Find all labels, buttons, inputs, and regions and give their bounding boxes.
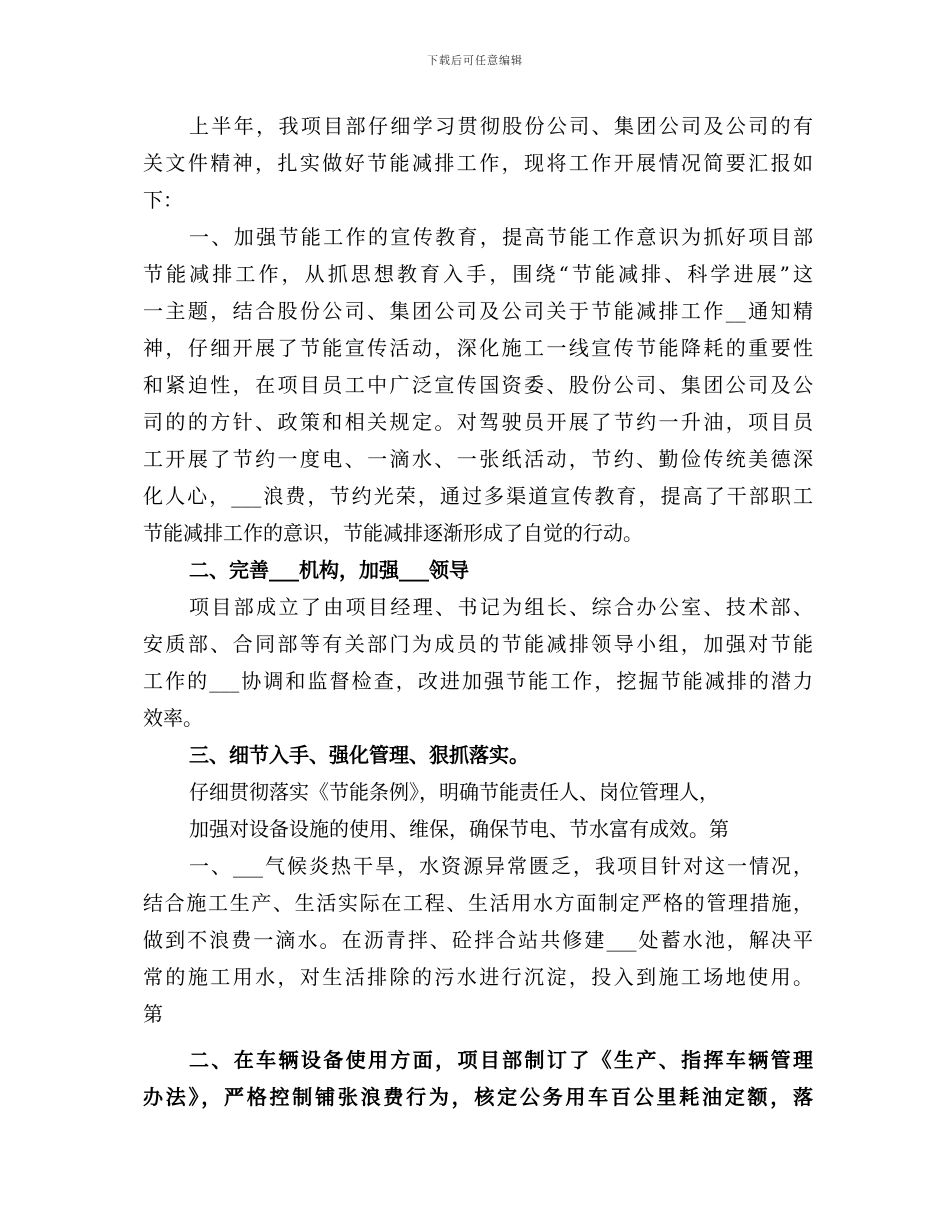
paragraph-line: 神，仔细开展了节能宣传活动，深化施工一线宣传节能降耗的重要性 — [143, 336, 813, 360]
paragraph-line: 第 — [143, 1002, 163, 1026]
section-2-sub-heading-line: 办法》，严格控制铺张浪费行为，核定公务用车百公里耗油定额，落 — [143, 1085, 813, 1109]
paragraph-line: 上半年，我项目部仔细学习贯彻股份公司、集团公司及公司的有 — [189, 114, 813, 138]
paragraph-line: 常的施工用水，对生活排除的污水进行沉淀，投入到施工场地使用。 — [143, 965, 813, 989]
paragraph-line: 化人心，___浪费，节约光荣，通过多渠道宣传教育，提高了干部职工 — [143, 484, 813, 508]
document-body — [143, 108, 813, 1116]
paragraph-line: 下： — [143, 188, 183, 212]
paragraph-line: 加强对设备设施的使用、维保，确保节电、节水富有成效。第 — [189, 817, 729, 841]
section-3-heading: 三、细节入手、强化管理、狠抓落实。 — [189, 743, 529, 767]
paragraph-line: 一、___气候炎热干旱，水资源异常匮乏，我项目针对这一情况， — [189, 854, 813, 878]
paragraph-line: 工开展了节约一度电、一滴水、一张纸活动，节约、勤俭传统美德深 — [143, 447, 813, 471]
section-1-heading-line: 一、加强节能工作的宣传教育，提高节能工作意识为抓好项目部 — [189, 225, 813, 249]
section-2-heading: 二、完善___机构，加强___领导 — [189, 558, 469, 582]
paragraph-line: 工作的___协调和监督检查，改进加强节能工作，挖掘节能减排的潜力 — [143, 669, 813, 693]
paragraph-line: 做到不浪费一滴水。在沥青拌、砼拌合站共修建___处蓄水池，解决平 — [143, 928, 813, 952]
section-2-sub-heading-line: 二、在车辆设备使用方面，项目部制订了《生产、指挥车辆管理 — [189, 1048, 813, 1072]
paragraph-line: 节能减排工作，从抓思想教育入手，围绕“节能减排、科学进展”这 — [143, 262, 813, 286]
paragraph-line: 安质部、合同部等有关部门为成员的节能减排领导小组，加强对节能 — [143, 632, 813, 656]
paragraph-line: 节能减排工作的意识，节能减排逐渐形成了自觉的行动。 — [143, 521, 643, 545]
paragraph-line: 司的的方针、政策和相关规定。对驾驶员开展了节约一升油，项目员 — [143, 410, 813, 434]
paragraph-line: 项目部成立了由项目经理、书记为组长、综合办公室、技术部、 — [189, 595, 813, 619]
paragraph-line: 关文件精神，扎实做好节能减排工作，现将工作开展情况简要汇报如 — [143, 151, 813, 175]
page-header: 下载后可任意编辑 — [427, 54, 523, 67]
paragraph-line: 一主题，结合股份公司、集团公司及公司关于节能减排工作__通知精 — [143, 299, 813, 323]
paragraph-line: 结合施工生产、生活实际在工程、生活用水方面制定严格的管理措施， — [143, 891, 813, 915]
paragraph-line: 效率。 — [143, 706, 203, 730]
paragraph-line: 和紧迫性，在项目员工中广泛宣传国资委、股份公司、集团公司及公 — [143, 373, 813, 397]
paragraph-line: 仔细贯彻落实《节能条例》，明确节能责任人、岗位管理人， — [189, 780, 719, 804]
